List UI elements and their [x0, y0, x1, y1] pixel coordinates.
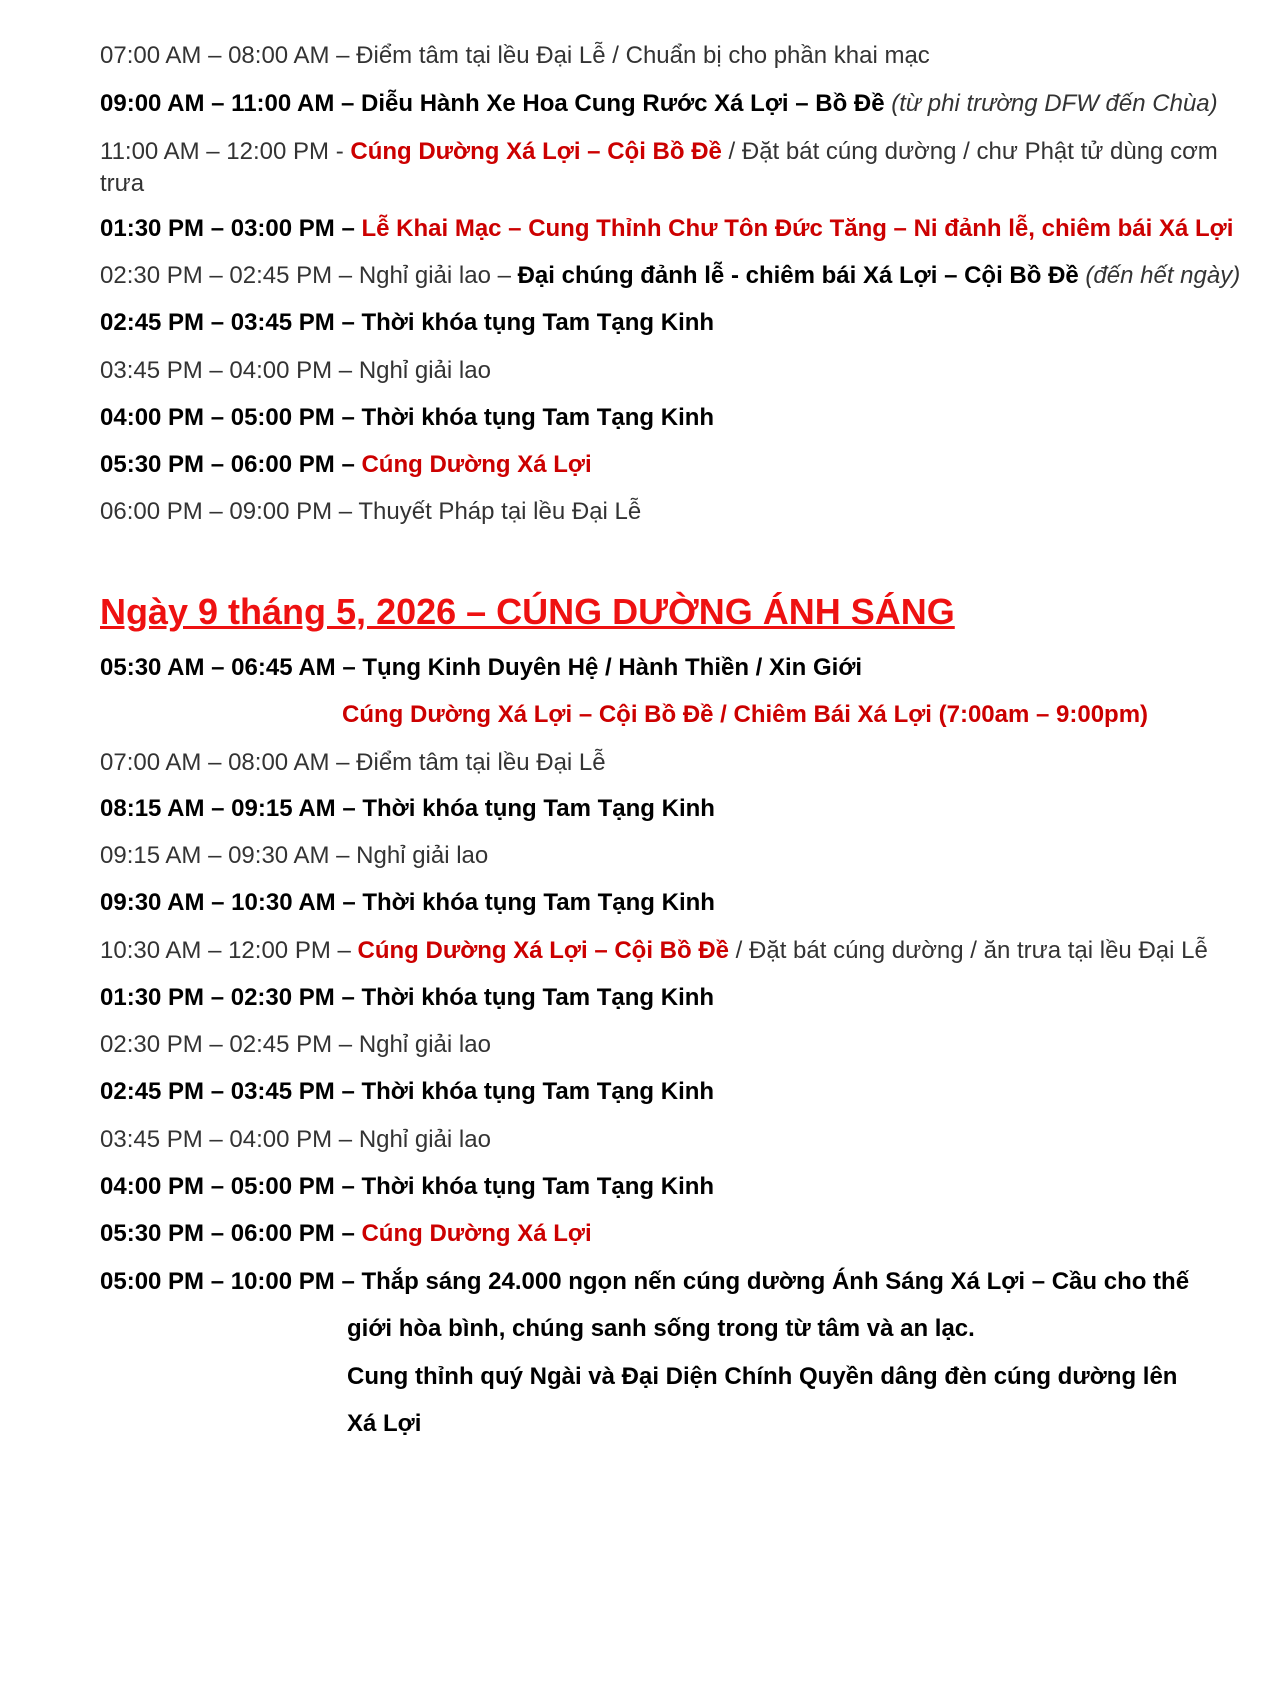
item-text: Cúng Dường Xá Lợi – Cội Bồ Đề: [357, 937, 730, 964]
item-text: Điểm tâm tại lều Đại Lễ / Chuẩn bị cho phần khai mạc: [356, 42, 930, 69]
item-text: Nghỉ giải lao: [358, 1031, 491, 1058]
schedule-item: [100, 747, 1260, 779]
item-time: 05:30 PM – 06:00 PM –: [100, 451, 362, 478]
schedule-item: [100, 887, 1260, 919]
item-text: Nghỉ giải lao –: [358, 262, 518, 289]
candle-lighting-line3: Cung thỉnh quý Ngài và Đại Diện Chính Quyền dâng đèn cúng dường lên: [347, 1363, 1178, 1390]
item-time: 08:15 AM – 09:15 AM –: [100, 795, 363, 822]
item-text: Nghỉ giải lao: [358, 1126, 491, 1153]
schedule-item: [100, 1171, 1260, 1203]
schedule-item: [100, 935, 1260, 967]
schedule-item: [100, 982, 1260, 1014]
item-text: Điểm tâm tại lều Đại Lễ: [356, 749, 606, 776]
schedule-item: [100, 840, 1260, 872]
item-text: / Đặt bát cúng dường / ăn trưa tại lều Đại Lễ: [729, 937, 1208, 964]
item-text: Thuyết Pháp tại lều Đại Lễ: [358, 498, 642, 525]
candle-lighting-line4: Xá Lợi: [347, 1410, 422, 1437]
item-time: 07:00 AM – 08:00 AM –: [100, 42, 357, 69]
schedule-item: [100, 88, 1260, 120]
schedule-item: [100, 402, 1260, 434]
schedule-item: [100, 793, 1260, 825]
item-text: Tụng Kinh Duyên Hệ / Hành Thiền / Xin Giới: [362, 654, 863, 681]
item-time: 01:30 PM – 02:30 PM –: [100, 984, 362, 1011]
schedule-item: [100, 213, 1260, 245]
item-text: Nghỉ giải lao: [358, 357, 491, 384]
item-time: 06:00 PM – 09:00 PM –: [100, 498, 359, 525]
item-time: 04:00 PM – 05:00 PM –: [100, 404, 362, 431]
schedule-item: [100, 449, 1260, 481]
schedule-item: [100, 260, 1260, 292]
item-time: 09:15 AM – 09:30 AM –: [100, 842, 357, 869]
item-text: Thời khóa tụng Tam Tạng Kinh: [361, 1173, 715, 1200]
item-time: 02:30 PM – 02:45 PM –: [100, 262, 359, 289]
item-text: Cúng Dường Xá Lợi: [361, 1220, 592, 1247]
item-time: 02:30 PM – 02:45 PM –: [100, 1031, 359, 1058]
item-time: 11:00 AM – 12:00 PM -: [100, 138, 351, 165]
item-time: 09:30 AM – 10:30 AM –: [100, 889, 363, 916]
item-time: 10:30 AM – 12:00 PM –: [100, 937, 358, 964]
item-text: Cúng Dường Xá Lợi: [361, 451, 592, 478]
schedule-item: [100, 1218, 1260, 1250]
item-text: Thắp sáng 24.000 ngọn nến cúng dường Ánh Sáng Xá Lợi – Cầu cho thế: [361, 1268, 1190, 1295]
item-text: Thời khóa tụng Tam Tạng Kinh: [361, 309, 715, 336]
item-text: Thời khóa tụng Tam Tạng Kinh: [362, 889, 715, 916]
schedule-item: [100, 136, 1260, 200]
item-time: 04:00 PM – 05:00 PM –: [100, 1173, 362, 1200]
day2-heading: Ngày 9 tháng 5, 2026 – CÚNG DƯỜNG ÁNH SÁNG: [100, 591, 955, 632]
schedule-item: [100, 1124, 1260, 1156]
item-time: 05:30 PM – 06:00 PM –: [100, 1220, 362, 1247]
item-text: Thời khóa tụng Tam Tạng Kinh: [362, 795, 715, 822]
item-time: 03:45 PM – 04:00 PM –: [100, 357, 359, 384]
item-text: (đến hết ngày): [1085, 262, 1241, 289]
item-text: Thời khóa tụng Tam Tạng Kinh: [361, 984, 715, 1011]
item-time: 05:00 PM – 10:00 PM –: [100, 1268, 362, 1295]
item-time: 02:45 PM – 03:45 PM –: [100, 1078, 362, 1105]
item-text: Diễu Hành Xe Hoa Cung Rước Xá Lợi – Bồ Đề: [361, 90, 892, 117]
item-text: Thời khóa tụng Tam Tạng Kinh: [361, 404, 715, 431]
schedule-item: [100, 1076, 1260, 1108]
candle-lighting-item: [100, 1266, 1260, 1298]
item-text: Đại chúng đảnh lễ - chiêm bái Xá Lợi – Cội Bồ Đề: [517, 262, 1086, 289]
item-time: 09:00 AM – 11:00 AM –: [100, 90, 362, 117]
item-text: Cúng Dường Xá Lợi – Cội Bồ Đề: [350, 138, 722, 165]
day2-first-item: [100, 652, 1260, 684]
schedule-item: [100, 496, 1260, 528]
item-text: Lễ Khai Mạc – Cung Thỉnh Chư Tôn Đức Tăng – Ni đảnh lễ, chiêm bái Xá Lợi: [361, 215, 1234, 242]
schedule-item: [100, 1029, 1260, 1061]
item-text: / Đặt bát cúng dường / chư Phật tử dùng cơm trưa: [100, 138, 1218, 197]
item-text: Thời khóa tụng Tam Tạng Kinh: [361, 1078, 715, 1105]
item-time: 07:00 AM – 08:00 AM –: [100, 749, 357, 776]
item-time: 03:45 PM – 04:00 PM –: [100, 1126, 359, 1153]
item-text: Nghỉ giải lao: [356, 842, 489, 869]
item-time: 01:30 PM – 03:00 PM –: [100, 215, 362, 242]
item-time: 02:45 PM – 03:45 PM –: [100, 309, 362, 336]
schedule-item: [100, 355, 1260, 387]
candle-lighting-line2: giới hòa bình, chúng sanh sống trong từ tâm và an lạc.: [347, 1315, 975, 1342]
schedule-item: [100, 307, 1260, 339]
day2-subtitle: Cúng Dường Xá Lợi – Cội Bồ Đề / Chiêm Bái Xá Lợi (7:00am – 9:00pm): [342, 701, 1149, 728]
schedule-item: [100, 40, 1260, 72]
item-text: (từ phi trường DFW đến Chùa): [891, 90, 1218, 117]
item-time: 05:30 AM – 06:45 AM –: [100, 654, 363, 681]
